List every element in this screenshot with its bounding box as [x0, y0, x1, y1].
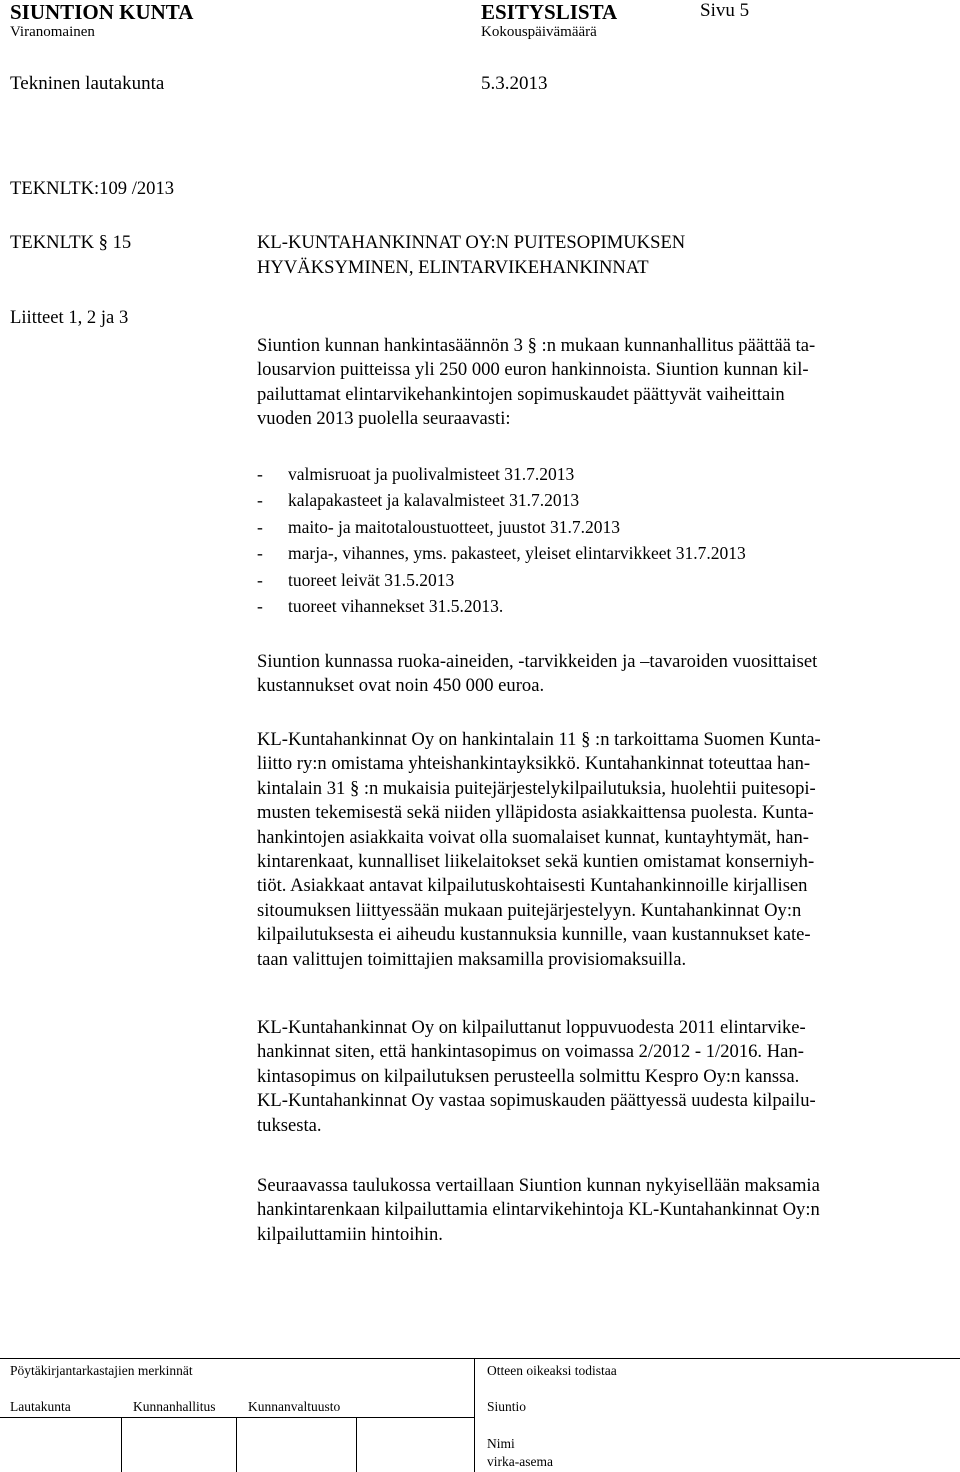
- text-line: KL-Kuntahankinnat Oy on kilpailuttanut loppuvuodesta 2011 elintarvike-: [257, 1017, 806, 1038]
- footer-divider: [121, 1417, 122, 1472]
- text-line: tuksesta.: [257, 1114, 322, 1136]
- text-line: hankintojen asiakkaita voivat olla suomalaiset kunnat, kuntayhtymät, han-: [257, 826, 809, 848]
- list-item: - tuoreet leivät 31.5.2013: [257, 569, 455, 590]
- list-item: - valmisruoat ja puolivalmisteet 31.7.2013: [257, 464, 575, 484]
- text-line: KL-Kuntahankinnat Oy vastaa sopimuskauden päättyessä uudesta kilpailu-: [257, 1090, 816, 1112]
- siuntio-label: Siuntio: [487, 1399, 527, 1414]
- authority-label: Viranomainen: [10, 24, 95, 40]
- paragraph-kl-kuntahankinnat: [257, 728, 947, 972]
- text-line: Siuntion kunnassa ruoka-aineiden, -tarvikkeiden ja –tavaroiden vuosittaiset: [257, 651, 818, 672]
- text-line: kilpailutuksesta ei aiheudu kustannuksia kunnille, vaan kustannukset kate-: [257, 924, 811, 946]
- authority-name: Tekninen lautakunta: [10, 73, 165, 94]
- text-line: musten tekemisestä sekä niiden ylläpidosta asiakkaittensa puolesta. Kunta-: [257, 802, 814, 824]
- text-line: pailuttamat elintarvikehankintojen sopimuskaudet päättyvät vaiheittain: [257, 383, 785, 405]
- text-line: kustannukset ovat noin 450 000 euroa.: [257, 675, 545, 697]
- list-item: - kalapakasteet ja kalavalmisteet 31.7.2013: [257, 490, 580, 511]
- text-line: kintarenkaat, kunnalliset liikelaitokset sekä kuntien omistamat konserniyh-: [257, 851, 815, 873]
- list-item: - maito- ja maitotaloustuotteet, juustot 31.7.2013: [257, 516, 620, 537]
- text-line: liitto ry:n omistama yhteishankintayksikkö. Kuntahankinnat toteuttaa han-: [257, 753, 811, 775]
- text-line: kintasopimus on kilpailutuksen perusteella solmittu Kespro Oy:n kanssa.: [257, 1065, 800, 1087]
- paragraph-annual-costs: [257, 650, 947, 699]
- text-line: sitoumuksen liittyessään mukaan puitejärjestelyyn. Kuntahankinnat Oy:n: [257, 899, 802, 921]
- case-title-line-1: KL-KUNTAHANKINNAT OY:N PUITESOPIMUKSEN: [257, 232, 686, 253]
- text-line: kilpailuttamiin hintoihin.: [257, 1223, 443, 1245]
- text-line: KL-Kuntahankinnat Oy on hankintalain 11 § :n tarkoittama Suomen Kunta-: [257, 729, 821, 750]
- text-line: taan valittujen toimittajien maksamilla provisiomaksuilla.: [257, 948, 687, 970]
- lautakunta-label: Lautakunta: [10, 1399, 71, 1414]
- municipality-name: SIUNTION KUNTA: [10, 0, 194, 24]
- attachments: Liitteet 1, 2 ja 3: [10, 307, 129, 328]
- case-reference: TEKNLTK:109 /2013: [10, 178, 175, 199]
- nimi-label: Nimi: [487, 1436, 515, 1451]
- text-line: lousarvion puitteissa yli 250 000 euron hankinnoista. Siuntion kunnan kil-: [257, 359, 809, 381]
- list-item: - tuoreet vihannekset 31.5.2013.: [257, 596, 504, 617]
- document-type: ESITYSLISTA: [481, 0, 618, 24]
- paragraph-tender-2011: [257, 1016, 947, 1138]
- paragraph-procurement-rules: [257, 334, 947, 432]
- signature-footer: [0, 1358, 960, 1472]
- footer-divider: [0, 1417, 474, 1418]
- section-number: TEKNLTK § 15: [10, 232, 132, 253]
- page-number: Sivu 5: [700, 0, 750, 21]
- footer-divider: [356, 1417, 357, 1472]
- list-item: - marja-, vihannes, yms. pakasteet, yleiset elintarvikkeet 31.7.2013: [257, 543, 746, 564]
- text-line: hankinnat siten, että hankintasopimus on voimassa 2/2012 - 1/2016. Han-: [257, 1041, 804, 1063]
- inspectors-label: Pöytäkirjantarkastajien merkinnät: [10, 1363, 193, 1378]
- contract-end-list: [257, 461, 746, 619]
- text-line: Seuraavassa taulukossa vertaillaan Siuntion kunnan nykyisellään maksamia: [257, 1175, 820, 1196]
- footer-divider: [474, 1359, 475, 1472]
- text-line: Siuntion kunnan hankintasäännön 3 § :n mukaan kunnanhallitus päättää ta-: [257, 335, 816, 356]
- meeting-date-label: Kokouspäivämäärä: [481, 24, 597, 40]
- certified-label: Otteen oikeaksi todistaa: [487, 1363, 617, 1378]
- kunnanvaltuusto-label: Kunnanvaltuusto: [248, 1399, 341, 1414]
- meeting-date: 5.3.2013: [481, 73, 548, 94]
- kunnanhallitus-label: Kunnanhallitus: [133, 1399, 216, 1414]
- text-line: kintalain 31 § :n mukaisia puitejärjestelykilpailutuksia, huolehtii puitesopi-: [257, 777, 816, 799]
- text-line: hankintarenkaan kilpailuttamia elintarvikehintoja KL-Kuntahankinnat Oy:n: [257, 1199, 820, 1221]
- virka-asema-label: virka-asema: [487, 1454, 553, 1469]
- footer-divider: [236, 1417, 237, 1472]
- text-line: tiöt. Asiakkaat antavat kilpailutuskohtaisesti Kuntahankinnoille kirjallisen: [257, 875, 808, 897]
- case-title-line-2: HYVÄKSYMINEN, ELINTARVIKEHANKINNAT: [257, 257, 649, 278]
- text-line: vuoden 2013 puolella seuraavasti:: [257, 408, 511, 430]
- paragraph-price-comparison: [257, 1174, 947, 1247]
